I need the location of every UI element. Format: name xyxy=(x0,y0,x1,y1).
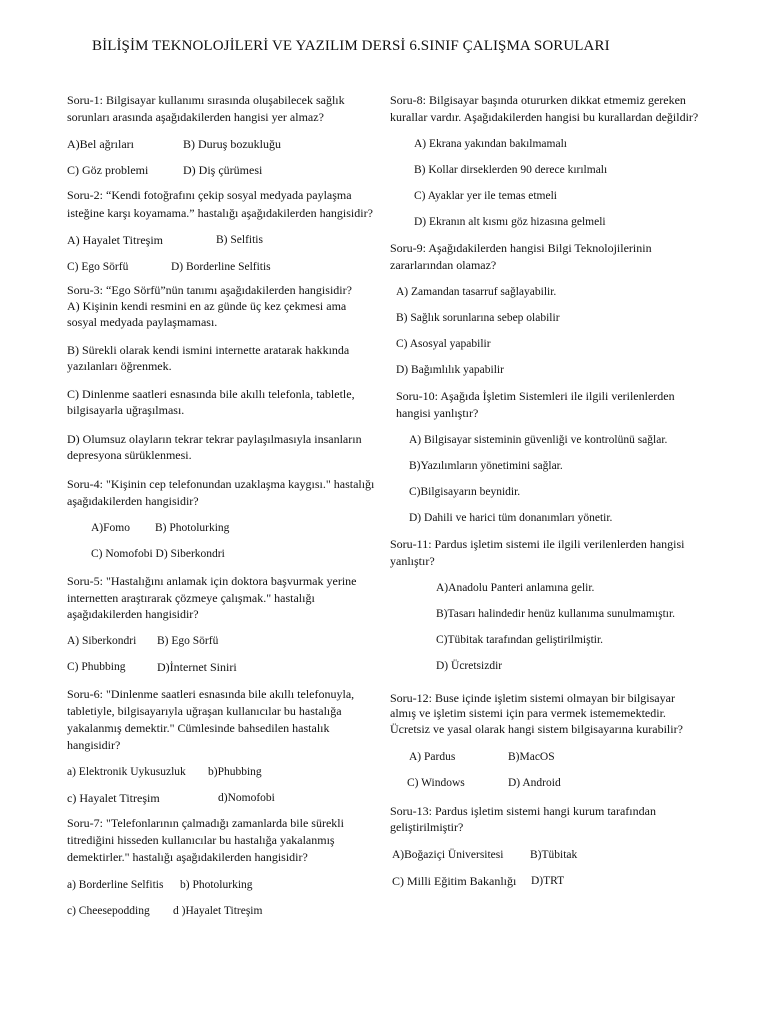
q3-option-d-line2: depresyona sürüklenmesi. xyxy=(67,448,192,462)
q10-option-a[interactable]: A) Bilgisayar sisteminin güvenliği ve kontrolünü sağlar. xyxy=(409,434,668,446)
q12-option-a[interactable]: A) Pardus xyxy=(409,751,456,763)
q7-text-line3: demektirler." hastalığı aşağıdakilerden hangisidir? xyxy=(67,850,308,864)
q13-option-a[interactable]: A)Boğaziçi Üniversitesi xyxy=(392,849,504,861)
q5-text-line3: aşağıdakilerden hangisidir? xyxy=(67,607,199,621)
q12-option-d[interactable]: D) Android xyxy=(508,777,561,789)
q7-option-b[interactable]: b) Photolurking xyxy=(180,879,253,891)
q3-text-line1: Soru-3: “Ego Sörfü”nün tanımı aşağıdakilerden hangisidir? xyxy=(67,283,352,297)
q13-option-b[interactable]: B)Tübitak xyxy=(530,849,578,861)
q5-option-c[interactable]: C) Phubbing xyxy=(67,661,126,673)
q10-option-c[interactable]: C)Bilgisayarın beynidir. xyxy=(409,486,521,498)
q8-option-b[interactable]: B) Kollar dirseklerden 90 derece kırılmalı xyxy=(414,164,608,176)
q3-option-c-line1[interactable]: C) Dinlenme saatleri esnasında bile akıllı telefonla, tabletle, xyxy=(67,387,355,401)
q7-option-d[interactable]: d )Hayalet Titreşim xyxy=(173,905,263,917)
q12-option-c[interactable]: C) Windows xyxy=(407,777,465,789)
q6-option-a[interactable]: a) Elektronik Uykusuzluk xyxy=(67,766,186,778)
q6-option-b[interactable]: b)Phubbing xyxy=(208,766,262,778)
q1-option-d[interactable]: D) Diş çürümesi xyxy=(183,163,263,177)
page-title: BİLİŞİM TEKNOLOJİLERİ VE YAZILIM DERSİ 6.SINIF ÇALIŞMA SORULARI xyxy=(92,38,610,54)
q1-option-b[interactable]: B) Duruş bozukluğu xyxy=(183,137,281,151)
q10-option-d[interactable]: D) Dahili ve harici tüm donanımları yönetir. xyxy=(409,512,613,524)
q9-option-a[interactable]: A) Zamandan tasarruf sağlayabilir. xyxy=(396,286,557,298)
q2-text-line2: isteğine karşı koyamama.” hastalığı aşağıdakilerden hangisidir? xyxy=(67,206,373,220)
q5-option-b[interactable]: B) Ego Sörfü xyxy=(157,635,219,647)
q1-option-c[interactable]: C) Göz problemi xyxy=(67,163,149,177)
q11-option-d[interactable]: D) Ücretsizdir xyxy=(436,660,503,672)
q10-text-line1: Soru-10: Aşağıda İşletim Sistemleri ile ilgili verilenlerden xyxy=(396,389,675,403)
q1-text-line2: sorunları arasında aşağıdakilerden hangisi yer almaz? xyxy=(67,110,324,124)
q6-text-line3: yakalanmış demektir." Cümlesinde bahsedilen hastalık xyxy=(67,721,330,735)
q3-option-c-line2: bilgisayarla uğraşılması. xyxy=(67,403,185,417)
q4-text-line1: Soru-4: "Kişinin cep telefonundan uzaklaşma kaygısı." hastalığı xyxy=(67,477,375,491)
q9-option-d[interactable]: D) Bağımlılık yapabilir xyxy=(396,364,504,376)
q2-option-b[interactable]: B) Selfitis xyxy=(216,234,263,246)
q2-text-line1: Soru-2: “Kendi fotoğrafını çekip sosyal medyada paylaşma xyxy=(67,188,352,202)
q3-option-b-line1[interactable]: B) Sürekli olarak kendi ismini internette aratarak hakkında xyxy=(67,343,350,357)
q9-text-line2: zararlarından olamaz? xyxy=(390,258,497,272)
q4-text-line2: aşağıdakilerden hangisidir? xyxy=(67,494,199,508)
q11-text-line1: Soru-11: Pardus işletim sistemi ile ilgili verilenlerden hangisi xyxy=(390,537,685,551)
q4-option-a[interactable]: A)Fomo xyxy=(91,522,130,534)
q8-option-c[interactable]: C) Ayaklar yer ile temas etmeli xyxy=(414,190,557,202)
q3-option-b-line2: yazılanları öğrenmek. xyxy=(67,359,172,373)
q5-option-d[interactable]: D)İnternet Siniri xyxy=(157,660,237,674)
q10-option-b[interactable]: B)Yazılımların yönetimini sağlar. xyxy=(409,460,563,472)
q3-option-a-line1[interactable]: A) Kişinin kendi resmini en az günde üç kez çekmesi ama xyxy=(67,299,347,313)
q5-text-line1: Soru-5: "Hastalığını anlamak için doktora başvurmak yerine xyxy=(67,574,357,588)
q10-text-line2: hangisi yanlıştır? xyxy=(396,406,479,420)
q9-text-line1: Soru-9: Aşağıdakilerden hangisi Bilgi Teknolojilerinin xyxy=(390,241,652,255)
q6-option-d[interactable]: d)Nomofobi xyxy=(218,792,275,804)
q12-text-line3: Ücretsiz ve yasal olarak hangi sistem bilgisayarına kurabilir? xyxy=(390,722,683,736)
q2-option-c[interactable]: C) Ego Sörfü xyxy=(67,261,129,273)
q12-text-line1: Soru-12: Buse içinde işletim sistemi olmayan bir bilgisayar xyxy=(390,691,675,705)
q3-option-d-line1[interactable]: D) Olumsuz olayların tekrar tekrar paylaşılmasıyla insanların xyxy=(67,432,362,446)
q9-option-c[interactable]: C) Asosyal yapabilir xyxy=(396,338,491,350)
q1-option-a[interactable]: A)Bel ağrıları xyxy=(67,137,134,151)
q6-text-line2: tabletiyle, bilgisayarıyla uğraşan kullanıcılar bu hastalığa xyxy=(67,704,342,718)
q7-option-a[interactable]: a) Borderline Selfitis xyxy=(67,879,164,891)
q8-text-line2: kurallar vardır. Aşağıdakilerden hangisi bu kurallardan değildir? xyxy=(390,110,699,124)
q7-option-c[interactable]: c) Cheesepodding xyxy=(67,905,150,917)
q12-option-b[interactable]: B)MacOS xyxy=(508,751,555,763)
q13-option-d[interactable]: D)TRT xyxy=(531,875,565,887)
q2-option-a[interactable]: A) Hayalet Titreşim xyxy=(67,233,163,247)
q12-text-line2: almış ve işletim sistemi için para vermek istememektedir. xyxy=(390,706,666,720)
q7-text-line2: titrediğini hisseden kullanıcılar bu hastalığa yakalanmış xyxy=(67,833,335,847)
q2-option-d[interactable]: D) Borderline Selfitis xyxy=(171,261,271,273)
q11-text-line2: yanlıştır? xyxy=(390,554,435,568)
q5-text-line2: internetten araştırarak çözmeye çalışmak." hastalığı xyxy=(67,591,315,605)
q8-option-d[interactable]: D) Ekranın alt kısmı göz hizasına gelmeli xyxy=(414,216,606,228)
q11-option-b[interactable]: B)Tasarı halindedir henüz kullanıma sunulmamıştır. xyxy=(436,608,676,620)
q13-text-line2: geliştirilmiştir? xyxy=(390,820,464,834)
q6-text-line4: hangisidir? xyxy=(67,738,121,752)
q9-option-b[interactable]: B) Sağlık sorunlarına sebep olabilir xyxy=(396,312,560,324)
q4-option-cd[interactable]: C) Nomofobi D) Siberkondri xyxy=(91,548,225,560)
q5-option-a[interactable]: A) Siberkondri xyxy=(67,635,137,647)
q8-text-line1: Soru-8: Bilgisayar başında otururken dikkat etmemiz gereken xyxy=(390,93,686,107)
q11-option-c[interactable]: C)Tübitak tarafından geliştirilmiştir. xyxy=(436,634,604,646)
q1-text-line1: Soru-1: Bilgisayar kullanımı sırasında oluşabilecek sağlık xyxy=(67,93,345,107)
q11-option-a[interactable]: A)Anadolu Panteri anlamına gelir. xyxy=(436,582,595,594)
q4-option-b[interactable]: B) Photolurking xyxy=(155,522,230,534)
q6-text-line1: Soru-6: "Dinlenme saatleri esnasında bile akıllı telefonuyla, xyxy=(67,687,355,701)
q7-text-line1: Soru-7: "Telefonlarının çalmadığı zamanlarda bile sürekli xyxy=(67,816,344,830)
q6-option-c[interactable]: c) Hayalet Titreşim xyxy=(67,791,160,805)
q13-text-line1: Soru-13: Pardus işletim sistemi hangi kurum tarafından xyxy=(390,804,656,818)
q13-option-c[interactable]: C) Milli Eğitim Bakanlığı xyxy=(392,874,517,888)
q8-option-a[interactable]: A) Ekrana yakından bakılmamalı xyxy=(414,138,567,150)
q3-option-a-line2: sosyal medyada paylaşmaması. xyxy=(67,315,218,329)
